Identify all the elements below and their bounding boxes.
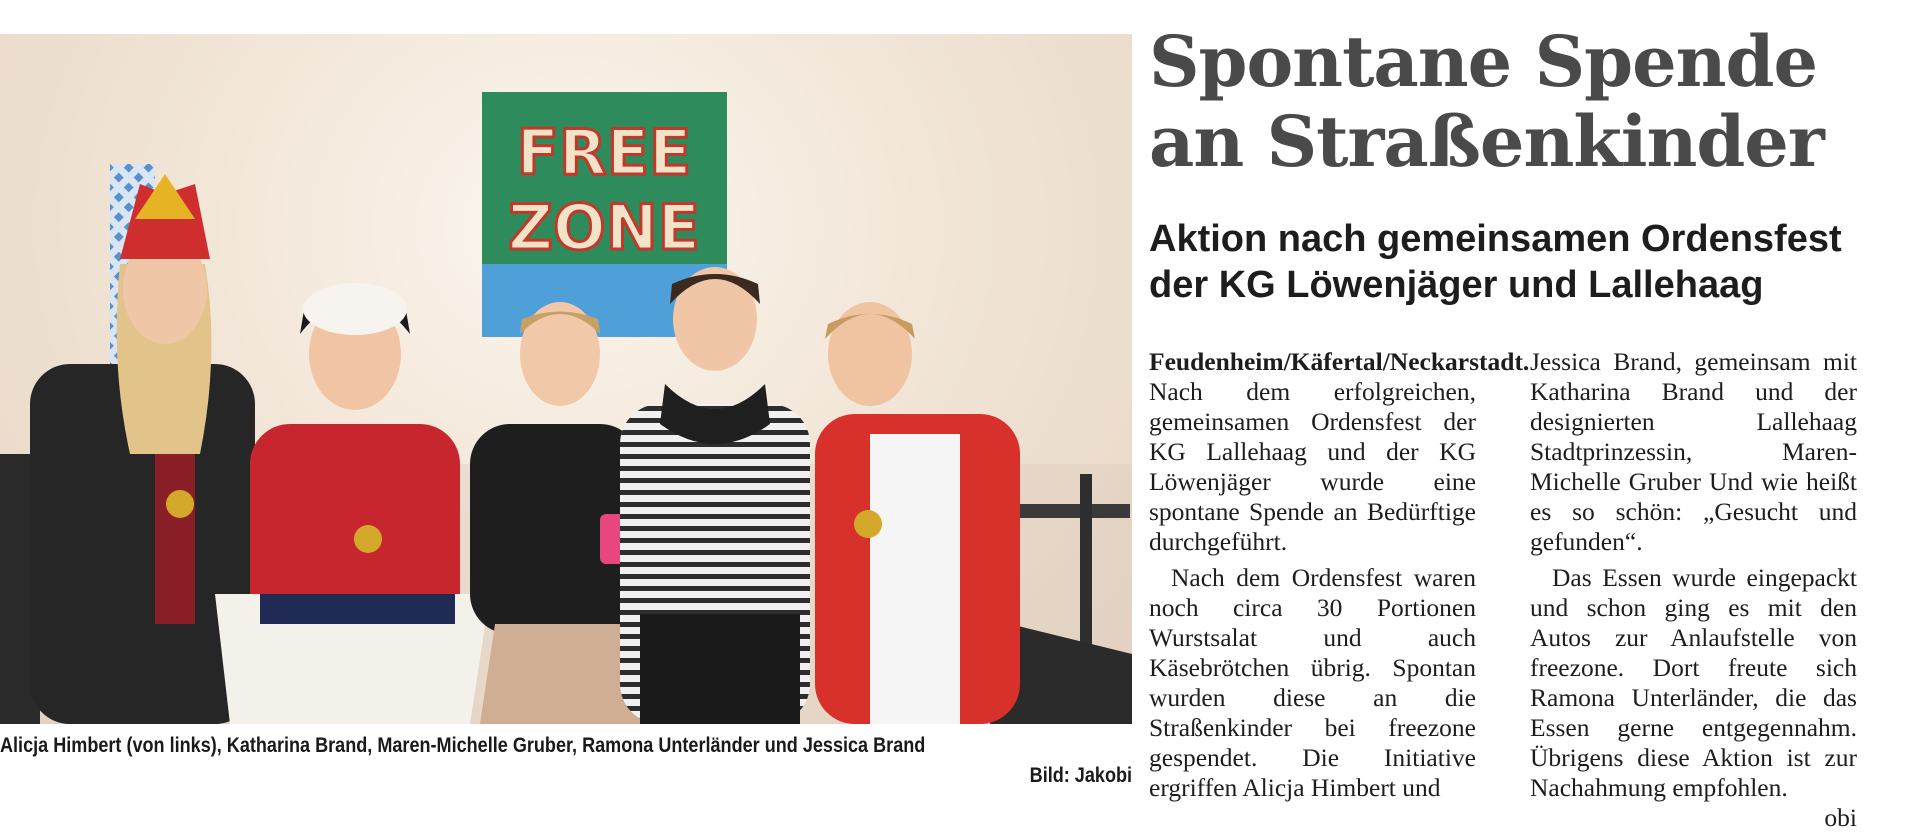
person-5 [815,302,1020,724]
headline-line-1: Spontane Spende [1149,20,1817,103]
group-photo-illustration [0,34,1132,724]
person-2 [215,283,490,724]
article-photo [0,34,1132,724]
paragraph-3: Jessica Brand, gemeinsam mit Katharina Brand und der designierten Lallehaag Stadtprinzessin, Maren-Michelle Gruber Und wie heißt es so schön: „Gesucht und gefunden“. [1530,347,1857,556]
poster-graffiti-text: FREE [516,116,692,189]
paragraph-2: Nach dem Ordensfest waren noch circa 30 Portionen Wurstsalat und auch Käsebrötchen übrig. Spontan wurden diese an die Straßenkinder bei freezone gespendet. Die Initiative ergriffen Alicja Himbert und [1149,563,1476,802]
dateline: Feudenheim/Käfertal/Neckarstadt. [1149,347,1530,376]
photo-caption: Alicja Himbert (von links), Katharina Brand, Maren-Michelle Gruber, Ramona Unterländer und Jessica Brand [0,734,926,757]
article-subheadline [1149,216,1869,308]
paragraph-1 [1149,347,1530,557]
headline-line-2: an Straßenkinder [1149,100,1824,183]
article-column-1 [1149,347,1530,803]
subhead-line-2: der KG Löwenjäger und Lallehaag [1149,264,1764,306]
photo-credit: Bild: Jakobi [1029,764,1132,787]
author-initials: obi [1824,803,1857,832]
subhead-line-1: Aktion nach gemeinsamen Ordensfest [1149,218,1842,260]
svg-text:ZONE: ZONE [508,191,700,264]
article-column-2 [1530,347,1857,833]
paragraph-1-body: Nach dem erfolgreichen, gemeinsamen Ordensfest der KG Lallehaag und der KG Löwenjäger wurde eine spontane Spende an Bedürftige durchgeführt. [1149,377,1476,556]
paragraph-4: Das Essen wurde eingepackt und schon ging es mit den Autos zur Anlaufstelle von freezone. Dort freute sich Ramona Unterländer, die das Essen gerne entgegennahm. Übrigens diese Aktion ist zur Nachahmung empfohlen. [1530,563,1857,802]
article-headline [1149,22,1869,182]
